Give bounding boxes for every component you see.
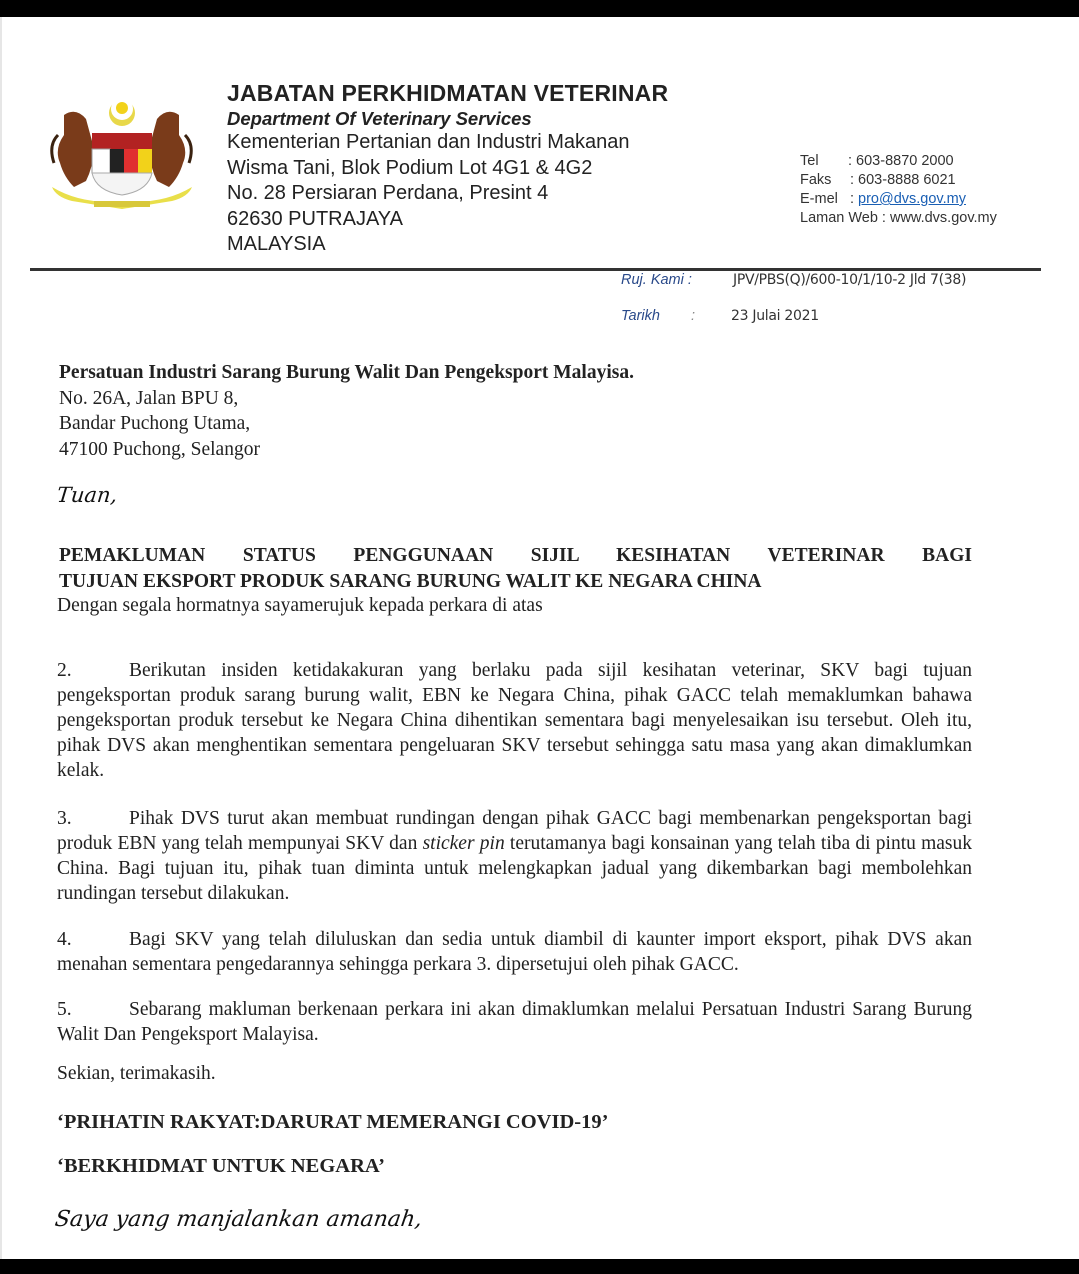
paragraph-number: 3. [57, 808, 72, 829]
subject-line-1: PEMAKLUMAN STATUS PENGGUNAAN SIJIL KESIHATAN VETERINAR BAGI [59, 545, 972, 566]
address-line: Kementerian Pertanian dan Industri Makanan [227, 131, 630, 153]
paragraph-text: Berikutan insiden ketidakakuran yang berlaku pada sijil kesihatan veterinar, SKV bagi tujuan pengeksportan produk sarang burung walit, EBN ke Negara China, pihak GACC telah memaklumkan bahawa pengeksportan produk tersebut ke Negara China dihentikan sementara bagi menyelesaikan isu tersebut. Oleh itu, pihak DVS akan menghentikan sementara pengeluaran SKV tersebut sehingga satu masa yang akan dimaklumkan kelak. [57, 660, 972, 781]
email-label: E-mel [800, 191, 838, 207]
paragraph-number: 2. [57, 660, 72, 681]
paragraph-2 [57, 658, 972, 783]
web-label: Laman Web [800, 210, 878, 226]
paragraph-number: 4. [57, 929, 72, 950]
fax-value: : 603-8888 6021 [850, 172, 956, 188]
salutation: Tuan, [55, 483, 119, 507]
slogan-berkhidmat: ‘BERKHIDMAT UNTUK NEGARA’ [57, 1155, 386, 1177]
letter-page: JABATAN PERKHIDMATAN VETERINAR Department Of Veterinary Services Kementerian Pertanian dan Industri Makanan Wisma Tani, Blok Podium Lot 4G1 & 4G2 No. 28 Persiaran Perdana, Presint 4 62630 PUTRAJAYA MALAYSIA Tel : 603-8870 2000 Faks : 603-8888 6021 E-mel : pro@dvs.gov.my Laman Web : www.dvs.gov.my Ruj. Kami : JPV/PBS(Q)/600-10/1/10-2 Jld 7(38) Tarikh : 23 Julai 2021 Persatuan Industri Sarang Burung Walit Dan Pengeksport Malayisa. No. 26A, Jalan BPU 8, Bandar Puchong Utama, 47100 Puchong, Selangor Tuan, PEMAKLUMAN STATUS PENGGUNAAN SIJIL KESIHATAN VETERINAR BAGI TUJUAN EKSPORT PRODUK SARANG BURUNG WALIT KE NEGARA CHINA Dengan segala hormatnya sayamerujuk kepada perkara di atas 2. Berikutan insiden ketidakakuran yang berlaku pada sijil kesihatan veterinar, SKV bagi tujuan pengeksportan produk sarang burung walit, EBN ke Negara China, pihak GACC telah memaklumkan bahawa pengeksportan produk tersebut ke Negara China dihentikan sementara bagi menyelesaikan isu tersebut. Oleh itu, pihak DVS akan menghentikan sementara pengeluaran SKV tersebut sehingga satu masa yang akan dimaklumkan kelak. 3. Pihak DVS turut akan membuat rundingan dengan pihak GACC bagi membenarkan pengeksportan bagi produk EBN yang telah mempunyai SKV dan sticker pin terutamanya bagi konsainan yang telah tiba di pintu masuk China. Bagi tujuan itu, pihak tuan diminta untuk melengkapkan jadual yang dikembarkan bagi membolehkan rundingan tersebut dilakukan. 4. Bagi SKV yang telah diluluskan dan sedia untuk diambil di kaunter import eksport, pihak DVS akan menahan sementara pengedarannya sehingga perkara 3. dipersetujui oleh pihak GACC. 5. Sebarang makluman berkenaan perkara ini akan dimaklumkan melalui Persatuan Industri Sarang Burung Walit Dan Pengeksport Malayisa. Sekian, terimakasih. ‘PRIHATIN RAKYAT:DARURAT MEMERANGI COVID-19’ ‘BERKHIDMAT UNTUK NEGARA’ Saya yang manjalankan amanah, [0, 17, 1079, 1259]
slogan-covid: ‘PRIHATIN RAKYAT:DARURAT MEMERANGI COVID-19’ [57, 1111, 609, 1133]
paragraph-text: Bagi SKV yang telah diluluskan dan sedia untuk diambil di kaunter import eksport, pihak DVS akan menahan sementara pengedarannya sehingga perkara 3. dipersetujui oleh pihak GACC. [57, 929, 972, 975]
date-label: Tarikh [621, 308, 660, 324]
recipient-address-line: 47100 Puchong, Selangor [59, 438, 260, 460]
subject-heading [59, 543, 972, 594]
opening-line: Dengan segala hormatnya sayamerujuk kepada perkara di atas [57, 595, 543, 616]
ref-value: JPV/PBS(Q)/600-10/1/10-2 Jld 7(38) [733, 272, 967, 288]
address-line: No. 28 Persiaran Perdana, Presint 4 [227, 182, 549, 204]
paragraph-number: 5. [57, 999, 72, 1020]
date-value: 23 Julai 2021 [731, 308, 819, 324]
italic-term: sticker pin [422, 833, 505, 854]
contact-info: Tel : 603-8870 2000 Faks : 603-8888 6021 E-mel : pro@dvs.gov.my Laman Web : www.dvs.gov.my [800, 153, 997, 226]
email-link[interactable]: pro@dvs.gov.my [858, 191, 966, 207]
header-divider [30, 268, 1041, 271]
closing-line: Sekian, terimakasih. [57, 1063, 216, 1084]
tel-label: Tel [800, 153, 819, 169]
address-line: Wisma Tani, Blok Podium Lot 4G1 & 4G2 [227, 156, 593, 179]
recipient-address [59, 360, 634, 462]
recipient-address-line: No. 26A, Jalan BPU 8, [59, 387, 239, 409]
recipient-name: Persatuan Industri Sarang Burung Walit Dan Pengeksport Malayisa. [59, 362, 634, 383]
ref-label: Ruj. Kami : [621, 272, 692, 288]
subject-line-2: TUJUAN EKSPORT PRODUK SARANG BURUNG WALIT KE NEGARA CHINA [59, 570, 762, 592]
paragraph-3: 3. Pihak DVS turut akan membuat rundingan dengan pihak GACC bagi membenarkan pengeksportan bagi produk EBN yang telah mempunyai SKV dan sticker pin terutamanya bagi konsainan yang telah tiba di pintu masuk China. Bagi tujuan itu, pihak tuan diminta untuk melengkapkan jadual yang dikembarkan bagi membolehkan rundingan tersebut dilakukan. [57, 808, 973, 904]
paragraph-5 [57, 997, 972, 1047]
malaysia-coat-of-arms-icon [44, 95, 199, 213]
tel-value: : 603-8870 2000 [848, 153, 954, 169]
signoff-handwriting: Saya yang manjalankan amanah, [53, 1207, 424, 1232]
department-name: JABATAN PERKHIDMATAN VETERINAR [227, 80, 669, 106]
letterhead [227, 79, 668, 258]
paragraph-4 [57, 927, 972, 977]
fax-label: Faks [800, 172, 832, 188]
department-name-en: Department Of Veterinary Services [227, 108, 532, 129]
address-line: MALAYSIA [227, 233, 326, 255]
address-line: 62630 PUTRAJAYA [227, 207, 404, 230]
recipient-address-line: Bandar Puchong Utama, [59, 413, 251, 434]
web-value: : www.dvs.gov.my [881, 210, 997, 226]
paragraph-text: Sebarang makluman berkenaan perkara ini akan dimaklumkan melalui Persatuan Industri Sarang Burung Walit Dan Pengeksport Malayisa. [57, 999, 972, 1045]
